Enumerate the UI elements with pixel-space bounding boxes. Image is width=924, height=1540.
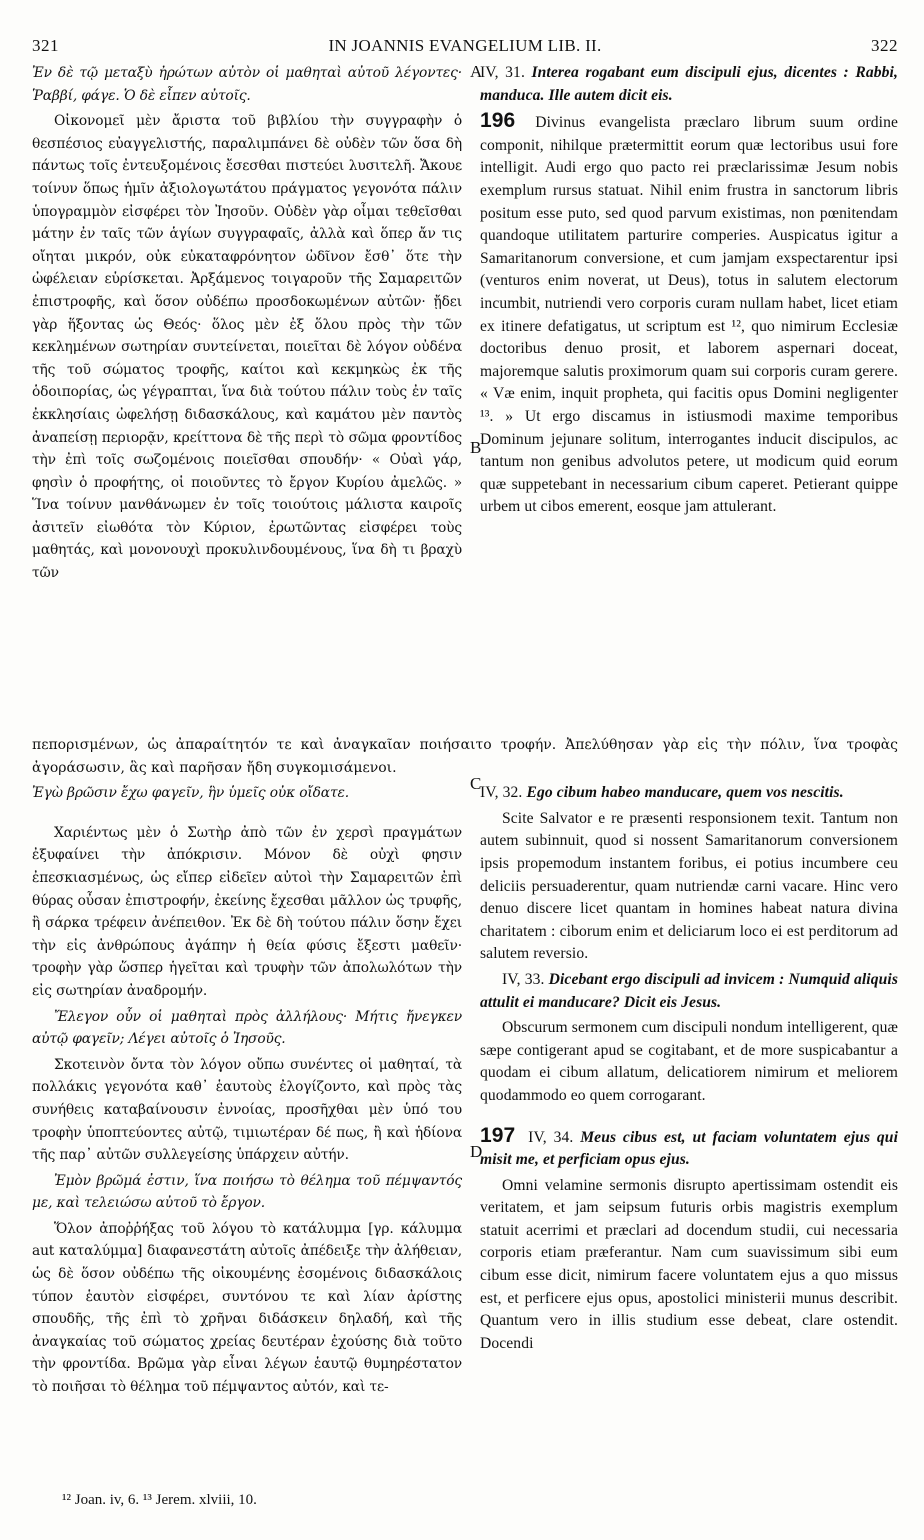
section-number-197: 197	[480, 1123, 516, 1147]
latin-lemma-4: Meus cibus est, ut faciam voluntatem ejus qui misit me, et perficiam opus ejus.	[480, 1128, 899, 1169]
latin-lemma-1-ref: IV, 31.	[480, 64, 525, 81]
greek-paragraph-1: Οἰκονομεῖ μὲν ἄριστα τοῦ βιβλίου τὴν συγγραφὴν ὁ θεσπέσιος εὐαγγελιστής, παραλιμπάνει δὲ οὐδὲν τῶν ὅσα δὴ πάντως τοῖς ἐντευξομένοις ἔσεσθαι πιστεύει λυσιτελῆ. Ἄκουε τοίνυν ὅπως ἡμῖν ἀξιολογωτάτου πράγματος γεγονότα πάλιν ὑπογραμμὸν εἰσφέρει τὸν Ἰησοῦν. Οὐδὲν γὰρ οἶμαι τεθεῖσθαι μάτην ἐν ταῖς τῶν ἁγίων συγγραφαῖς, ἀλλὰ καὶ ὅπερ ἄν τις οἴηται μικρόν, οὐκ εὐκαταφρόνητον ὠδῖνον ἔσθ᾽ ὅτε τὴν ὠφέλειαν εὑρίσκεται. Ἀρξάμενος τοιγαροῦν τῆς Σαμαρειτῶν ἐπιστροφῆς, καὶ ὅσον οὐδέπω προσδοκωμένων αὐτῶν· ᾔδει γὰρ ἥξοντας ὡς Θεός· ὅλος μὲν ἐξ ὅλου πρὸς τὴν τῶν κεκλημένων σωτηρίαν συντείνεται, ποιεῖται δὲ λόγον οὐδένα τῆς τοῦ σώματος τροφῆς, καίτοι καὶ κεκμηκὼς ἐκ τῆς ὁδοιπορίας, ὡς γέγραπται, ἵνα διὰ τούτου πάλιν τοὺς ἐν ταῖς ἐκκλησίαις ὠφελήσῃ διδασκάλους, καὶ καμάτου μὲν παντὸς ἀναπείσῃ περιορᾷν, κρείττονα δὲ τῆς περὶ τὸ σῶμα φροντίδος τὴν ἐπὶ τοῖς σωζομένοις ποιεῖσθαι σπουδήν· « Οὐαὶ γάρ, φησὶν ὁ προφήτης, οἱ ποιοῦντες τὸ ἔργον Κυρίου ἀμελῶς. » Ἵνα τοίνυν μανθάνωμεν ἐν τοῖς τοιούτοις μάλιστα καιροῖς ἀσιτεῖν εἰωθότα τὸν Κύριον, ἐρωτῶντας εἰσφέρει τοὺς μαθητάς, καὶ μονονουχὶ προκυλινδουμένους, ἵνα δὴ τι βραχὺ τῶν	[32, 113, 462, 582]
greek-lemma-2: Ἐγὼ βρῶσιν ἔχω φαγεῖν, ἣν ὑμεῖς οὐκ οἴδατε.	[32, 785, 349, 802]
latin-lemma-4-ref: IV, 34.	[528, 1128, 574, 1146]
lower-section	[32, 734, 898, 1402]
greek-spanning-line: πεπορισμένων, ὡς ἀπαραίτητόν τε καὶ ἀναγκαῖαν ποιήσαιτο τροφήν. Ἀπελύθησαν γὰρ εἰς τὴν πόλιν, ἵνα τροφὰς ἀγοράσωσιν, ἃς καὶ παρῆσαν ἤδη συγκομισάμενοι.	[32, 737, 898, 776]
latin-paragraph-1: Divinus evangelista præclaro librum suum ordine componit, nihilque prætermittit eorum quæ lectoribus usui fore intelligit. Audi ergo quo pacto rei præclarissimæ Jesum nobis exemplum rursus statuat. Nihil enim frustra in sanctorum libris positum esse puto, sed quod parvum existimas, non pœnitendam quandoque utilitatem parturire comperies. Auspicatus igitur a Samaritanorum conversione, et cum jamjam exspectarentur ipsi (venturos enim noverat, ut Deus), totus in salutem electorum incumbit, nutriendi vero corporis curam nullam habet, licet etiam ex itinere defatigatus, ut scriptum est ¹², quo nimirum Ecclesiæ doctoribus denuo prosit, et laborem aspernari doceat, majoremque salutis proximorum quam sui corporis curam gerere. « Væ enim, inquit propheta, qui facitis opus Domini negligenter ¹³. » Ut ergo discamus in istiusmodi maxime temporibus Dominum jejunare solitum, interrogantes inducit discipulos, ac tantum non genibus advolutos petere, ut modicum quid eorum quæ suppetebant in necessarium cibum caperet. Petierant quippe urbem ut cibos emerent, eosque jam attulerant.	[480, 114, 899, 516]
latin-lemma-2: Ego cibum habeo manducare, quem vos nescitis.	[526, 784, 844, 802]
greek-paragraph-2: Χαριέντως μὲν ὁ Σωτὴρ ἀπὸ τῶν ἐν χερσὶ πραγμάτων ἐξυφαίνει τὴν ἀπόκρισιν. Μόνον δὲ οὐχὶ φησιν ἐπεσκιασμένως, ὡς εἴπερ εἰδεῖεν αὐτοὶ τὴν Σαμαρειτῶν ἐπὶ θύρας οὖσαν ἐπιστροφήν, ἐκείνης ἔχεσθαι μᾶλλον ὡς τρυφῆς, ἢ σάρκα τρέφειν ἀνέπειθον. Ἐκ δὲ δὴ τούτου πάλιν ὅσην ἔχει τὴν εἰς ἀνθρώπους ἀγάπην ἡ θεία φύσις ἔξεστι μαθεῖν· τροφὴν γὰρ ὥσπερ ἡγεῖται καὶ τρυφὴν τῶν ἀπολωλότων τὴν εἰς σωτηρίαν ἀναδρομήν.	[32, 824, 462, 999]
greek-paragraph-3: Σκοτεινὸν ὄντα τὸν λόγον οὔπω συνέντες οἱ μαθηταί, τὰ πολλάκις γεγονότα καθ᾽ ἑαυτοὺς ἐλογίζοντο, καὶ πρὸς τὰς συνήθεις καταβαίνουσιν ἐννοίας, προσῆχθαι μὲν ὑπό του τροφὴν ὑποπτεύοντες αὐτῷ, τιμιωτέραν δέ πως, ἢ καὶ ἡδίονα τῆς παρ᾽ αὐτῶν συλλεγείσης ὑπάρχειν αὐτήν.	[32, 1056, 462, 1164]
latin-lemma-3: Dicebant ergo discipuli ad invicem : Numquid aliquis attulit ei manducare? Dicit eis Jesus.	[480, 970, 898, 1011]
latin-paragraph-3: Obscurum sermonem cum discipuli nondum intelligerent, quæ sæpe contigerant apud se cogitabant, et de more suspicabantur a quodam ei cibum allatum, delicatiorem nimirum et meliorem quodammodo eo quem corrogarant.	[480, 1019, 898, 1104]
left-page-number: 321	[32, 36, 59, 55]
running-title: IN JOANNIS EVANGELIUM LIB. II.	[328, 36, 602, 55]
section-number-196: 196	[480, 109, 516, 133]
margin-letter-c: C	[470, 774, 482, 793]
running-header	[32, 36, 898, 56]
page-body	[32, 62, 898, 1482]
lower-columns	[32, 782, 898, 1401]
margin-letter-b: B	[470, 438, 482, 457]
latin-lemma-2-ref: IV, 32.	[480, 784, 523, 802]
footnotes: ¹² Joan. iv, 6. ¹³ Jerem. xlviii, 10.	[62, 1492, 257, 1508]
latin-lemma-2-block	[480, 782, 898, 805]
margin-letter-a: A	[470, 62, 483, 81]
latin-paragraph-4: Omni velamine sermonis disrupto apertissimam ostendit eis veritatem, et jam seipsum futuris orbis magistris exemplum statuit acerrimi et præclari ad docendum studii, cui necessaria corporis etiam præferantur. Nam cum suavissimum sibi eum cibum esse dicit, nimirum facere voluntatem ejus a quo missus est, et perficere ejus opus, apostolici ministerii munus describit. Quantum vero in illis studium esse debeat, clare ostendit. Docendi	[480, 1176, 898, 1352]
greek-column-lower	[32, 782, 483, 1401]
greek-lemma-1: Ἐν δὲ τῷ μεταξὺ ἠρώτων αὐτὸν οἱ μαθηταὶ αὐτοῦ λέγοντες· Ῥαββί, φάγε. Ὁ δὲ εἶπεν αὐτοῖς.	[32, 65, 462, 104]
latin-lemma-1-block	[480, 62, 898, 107]
latin-lemma-3-ref: IV, 33.	[502, 970, 545, 988]
spacer	[480, 1111, 898, 1125]
latin-lemma-4-block	[480, 1125, 898, 1172]
greek-lemma-4: Ἐμὸν βρῶμά ἐστιν, ἵνα ποιήσω τὸ θέλημα τοῦ πέμψαντός με, καὶ τελειώσω αὐτοῦ τὸ ἔργον.	[32, 1172, 462, 1212]
latin-lemma-3-block	[480, 969, 898, 1014]
spacer	[32, 808, 462, 822]
greek-paragraph-4: Ὅλον ἀποῤῥήξας τοῦ λόγου τὸ κατάλυμμα [γρ. κάλυμμα aut καταλύμμα] διαφανεστάτη αὐτοῖς ἀπέδειξε τὴν ἀλήθειαν, ὡς δὲ ὅσον οὐδέπω τῆς οἰκουμένης ἐσομένοις διδασκάλοις τύπον ἑαυτὸν εἰσφέρει, συντόνου τε καὶ λίαν ἀρίστης σπουδῆς, τῆς ἐπὶ τὸ χρῆναι διδάσκειν δηλαδή, καὶ τῆς ἀναγκαίας τοῦ σώματος χρείας δευτέραν ἐχούσης διὰ τοῦτο τὴν φροντίδα. Βρῶμα γὰρ εἶναι λέγων ἑαυτῷ θυμηρέστατον τὸ ποιῆσαι τὸ θέλημα τοῦ πέμψαντος αὐτόν, καὶ τε-	[32, 1220, 462, 1396]
margin-letter-d: D	[470, 1142, 483, 1161]
latin-lemma-1: Interea rogabant eum discipuli ejus, dicentes : Rabbi, manduca. Ille autem dicit eis.	[480, 64, 898, 104]
right-page-number: 322	[870, 36, 898, 55]
latin-column-lower	[480, 782, 898, 1401]
latin-paragraph-2: Scite Salvator e re præsenti responsionem texit. Tantum non autem subinnuit, quod si nossent Samaritanorum conversionem ipsis propemodum instantem foribus, ei potius incumbere ceu deliciis persuaderentur, quam nutriendæ carni vacare. Hinc vero denuo discere licet quantam in homines habeat natura divina charitatem : ciborum enim et deliciarum loco ei est perditorum ad salutem reversio.	[480, 809, 898, 963]
greek-lemma-3: Ἔλεγον οὖν οἱ μαθηταὶ πρὸς ἀλλήλους· Μήτις ἤνεγκεν αὐτῷ φαγεῖν; Λέγει αὐτοῖς ὁ Ἰησοῦς.	[32, 1008, 462, 1048]
latin-paragraph-1-block	[480, 110, 898, 519]
